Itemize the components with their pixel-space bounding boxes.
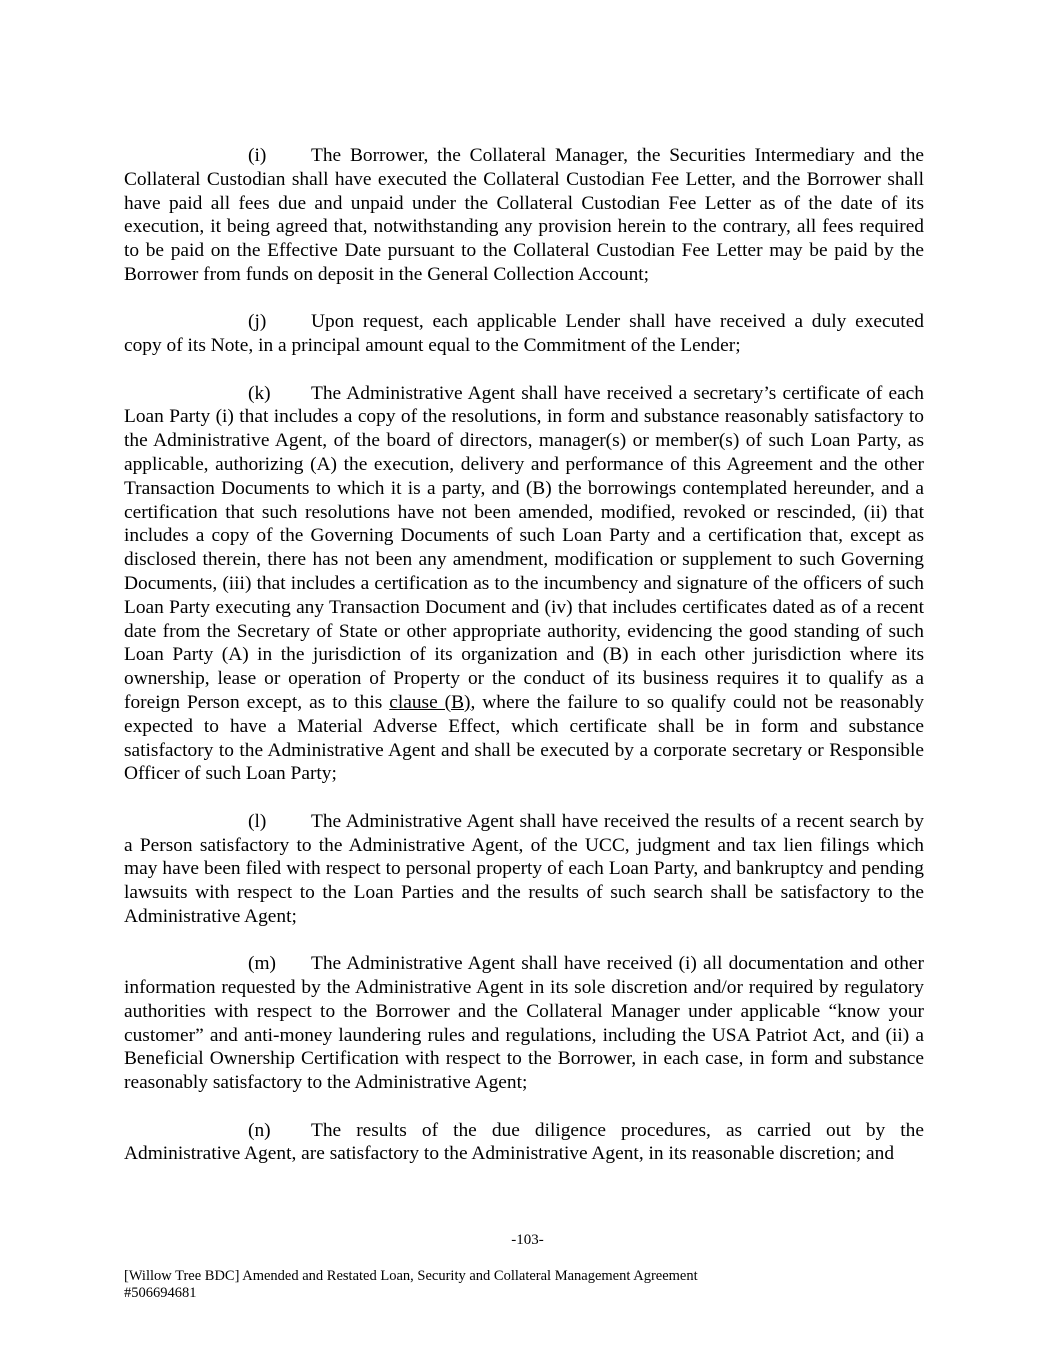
clause-reference: clause (B) — [389, 691, 471, 713]
paragraph-text-continued: , where the failure to so qualify could not be reasonably expected to have a Material Adverse Effect, which certificate shall be in form and substance satisfactory to the Administrative Agent and shall be executed by a corporate secretary or Responsible Officer of such Loan Party; — [124, 691, 924, 785]
paragraph-text: The Administrative Agent shall have received the results of a recent search by a Person satisfactory to the Administrative Agent, of the UCC, judgment and tax lien filings which may have been filed with respect to personal property of each Loan Party, and bankruptcy and pending lawsuits with respect to the Loan Parties and the results of such search shall be satisfactory to the Administrative Agent; — [124, 810, 924, 927]
footer-doc-id: #506694681 — [124, 1285, 197, 1301]
paragraph-label: (j) — [248, 311, 267, 333]
paragraph-n — [124, 1119, 924, 1167]
paragraph-text: Upon request, each applicable Lender shall have received a duly executed copy of its Note, in a principal amount equal to the Commitment of the Lender; — [124, 311, 924, 357]
footer — [124, 1268, 698, 1302]
paragraph-label: (n) — [248, 1119, 271, 1141]
paragraph-text: The Administrative Agent shall have received a secretary’s certificate of each Loan Party (i) that includes a copy of the resolutions, in form and substance reasonably satisfactory to the Administrative Agent, of the board of directors, manager(s) or member(s) of such Loan Party, as applicable, authorizing (A) the execution, delivery and performance of this Agreement and the other Transaction Documents to which it is a party, and (B) the borrowings contemplated hereunder, and a certification that such resolutions have not been amended, modified, revoked or rescinded, (ii) that includes a copy of the Governing Documents of such Loan Party and a certification that, except as disclosed therein, there has not been any amendment, modification or supplement to such Governing Documents, (iii) that includes a certification as to the incumbency and signature of the officers of such Loan Party executing any Transaction Document and (iv) that includes certificates dated as of a recent date from the Secretary of State or other appropriate authority, evidencing the good standing of such Loan Party (A) in the jurisdiction of its organization and (B) in each other jurisdiction where its ownership, lease or operation of Property or the conduct of its business requires it to qualify as a foreign Person except, as to this — [124, 382, 924, 713]
paragraph-label: (i) — [248, 145, 267, 166]
paragraph-l — [124, 810, 924, 929]
page-number: -103- — [511, 1232, 544, 1248]
paragraph-text: The Administrative Agent shall have received (i) all documentation and other information requested by the Administrative Agent in its sole discretion and/or required by regulatory authorities with respect to the Borrower and the Collateral Manager under applicable “know your customer” and anti-money laundering rules and regulations, including the USA Patriot Act, and (ii) a Beneficial Ownership Certification with respect to the Borrower, in each case, in form and substance reasonably satisfactory to the Administrative Agent; — [124, 953, 924, 1094]
paragraph-k — [124, 382, 924, 787]
footer-title: [Willow Tree BDC] Amended and Restated Loan, Security and Collateral Management Agreement — [124, 1268, 698, 1284]
document-body — [124, 144, 924, 1190]
paragraph-label: (l) — [248, 810, 267, 832]
paragraph-label: (m) — [248, 953, 276, 975]
paragraph-m — [124, 952, 924, 1095]
paragraph-j — [124, 310, 924, 358]
paragraph-text: The results of the due diligence procedures, as carried out by the Administrative Agent, are satisfactory to the Administrative Agent, in its reasonable discretion; and — [124, 1119, 924, 1165]
paragraph-label: (k) — [248, 382, 271, 404]
paragraph-i — [124, 144, 924, 287]
paragraph-text: The Borrower, the Collateral Manager, the Securities Intermediary and the Collateral Custodian shall have executed the Collateral Custodian Fee Letter, and the Borrower shall have paid all fees due and unpaid under the Collateral Custodian Fee Letter as of the date of its execution, it being agreed that, notwithstanding any provision herein to the contrary, all fees required to be paid on the Effective Date pursuant to the Collateral Custodian Fee Letter may be paid by the Borrower from funds on deposit in the General Collection Account; — [124, 145, 924, 285]
